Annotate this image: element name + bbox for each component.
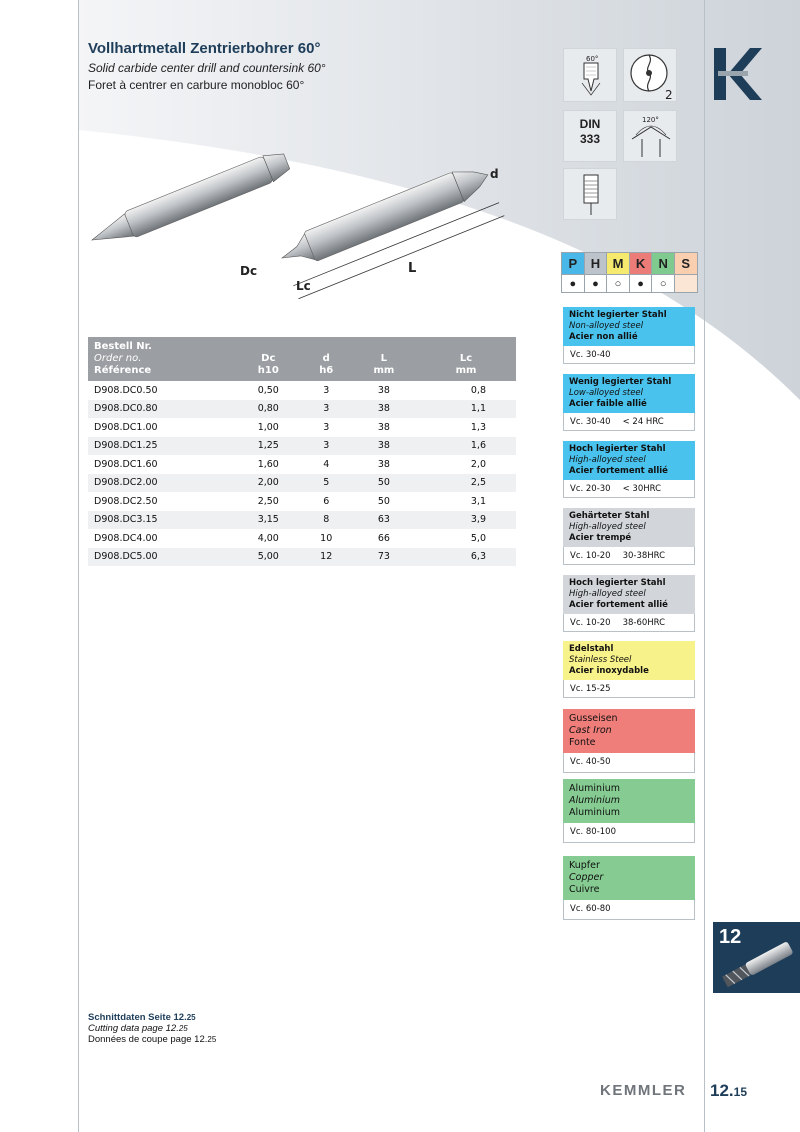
material-header [563, 779, 695, 823]
vc-value: Vc. 30-40 [570, 417, 611, 427]
order-no-cell: D908.DC4.00 [94, 532, 158, 544]
lc-cell: 1,6 [416, 437, 516, 456]
l-cell: 66 [377, 532, 390, 544]
vc-value: Vc. 60-80 [570, 904, 611, 914]
page-number-main: 12. [710, 1081, 734, 1100]
two-flute-icon [623, 48, 677, 102]
l-label: L [408, 261, 417, 276]
iso-k: K [629, 253, 652, 275]
table-row [88, 511, 516, 530]
kemmler-k-logo [714, 48, 762, 100]
cutting-speed [563, 480, 695, 498]
l-cell: 50 [352, 474, 416, 493]
hrc-value: < 30HRC [622, 484, 662, 494]
dc-cell: 4,00 [257, 532, 279, 544]
material-de: Nicht legierter Stahl [569, 310, 667, 320]
material-de: Hoch legierter Stahl [569, 578, 666, 588]
col-dc-label: Dc [261, 353, 276, 364]
l-cell: 73 [352, 548, 416, 567]
cutting-data-reference [88, 1012, 216, 1045]
dc-cell: 1,00 [257, 421, 279, 433]
iso-s: S [674, 253, 697, 275]
order-table [88, 337, 516, 566]
l-cell: 38 [352, 400, 416, 419]
suitability-p: ● [562, 275, 585, 293]
table-row [88, 400, 516, 419]
d-cell: 3 [323, 421, 330, 433]
countersink-120-icon [623, 110, 677, 162]
suitability-h: ● [584, 275, 607, 293]
order-no-cell: D908.DC3.15 [88, 511, 236, 530]
col-d [301, 337, 352, 381]
dc-label: Dc [240, 264, 258, 278]
material-header [563, 441, 695, 480]
chapter-number: 12 [719, 926, 742, 948]
cutting-fr[interactable] [88, 1034, 216, 1045]
lc-cell: 5,0 [470, 532, 486, 544]
col-lc [416, 337, 516, 381]
material-fr: Acier faible allié [569, 399, 647, 409]
dc-cell: 2,50 [257, 495, 279, 507]
material-header [563, 374, 695, 413]
material-en: Cast Iron [569, 725, 612, 736]
d-cell: 3 [301, 437, 352, 456]
order-no-cell: D908.DC2.00 [88, 474, 236, 493]
suitability-m: ○ [607, 275, 630, 293]
suitability-k: ● [629, 275, 652, 293]
material-en: Stainless Steel [569, 655, 632, 665]
hrc-value: 30-38HRC [622, 551, 666, 561]
material-fr: Acier fortement allié [569, 466, 668, 476]
material-card-lowalloyed [563, 374, 695, 431]
lc-cell: 3,9 [416, 511, 516, 530]
d-label: d [490, 167, 499, 181]
material-header [563, 856, 695, 900]
d-cell: 6 [323, 495, 330, 507]
col-dc-tolerance: h10 [257, 365, 279, 376]
page-number-sub: 15 [733, 1085, 747, 1099]
material-card-nonalloyed [563, 307, 695, 364]
cutting-de-page: 25 [186, 1013, 196, 1022]
l-cell: 38 [377, 421, 390, 433]
lc-cell: 3,1 [470, 495, 486, 507]
material-header [563, 575, 695, 614]
material-en: Aluminium [569, 795, 620, 806]
material-de: Gusseisen [569, 713, 618, 724]
left-margin-line [78, 0, 79, 1132]
table-header-row [88, 337, 516, 381]
cutting-en[interactable] [88, 1023, 216, 1034]
material-de: Edelstahl [569, 644, 614, 654]
material-fr: Acier fortement allié [569, 600, 668, 610]
material-en: Low-alloyed steel [569, 388, 644, 398]
hrc-value: < 24 HRC [622, 417, 664, 427]
chapter-tab[interactable] [713, 922, 800, 993]
iso-n: N [652, 253, 675, 275]
d-cell: 3 [301, 400, 352, 419]
dc-cell: 3,15 [236, 511, 301, 530]
cutting-fr-page: 25 [207, 1035, 217, 1044]
material-fr: Fonte [569, 737, 596, 748]
col-d-tolerance: h6 [319, 365, 334, 376]
order-no-cell: D908.DC1.60 [94, 458, 158, 470]
material-en: High-alloyed steel [569, 522, 646, 532]
material-fr: Acier trempé [569, 533, 632, 543]
vc-value: Vc. 40-50 [570, 757, 611, 767]
l-cell: 63 [352, 511, 416, 530]
end-mill-thumbnail-icon [713, 922, 800, 993]
col-dc [236, 337, 301, 381]
material-card-highalloyed-hard [563, 575, 695, 632]
material-en: Copper [569, 872, 604, 883]
l-cell: 38 [352, 437, 416, 456]
title-french: Foret à centrer en carbure monobloc 60° [88, 78, 305, 92]
l-cell: 38 [377, 458, 390, 470]
col-order-en: Order no. [94, 353, 142, 364]
suitability-s [674, 275, 697, 293]
flutes-count: 2 [665, 88, 673, 102]
brand-name: KEMMLER [600, 1082, 687, 1099]
table-row [88, 381, 516, 400]
angle-120-label: 120° [642, 116, 659, 124]
material-de: Hoch legierter Stahl [569, 444, 666, 454]
title-block [88, 40, 548, 92]
table-row [88, 529, 516, 548]
cutting-fr-text: Données de coupe page 12. [88, 1034, 208, 1045]
cutting-speed [563, 547, 695, 565]
shank-icon [563, 168, 617, 220]
col-d-label: d [322, 353, 330, 364]
iso-material-groups [561, 252, 698, 293]
dc-cell: 0,50 [257, 384, 279, 396]
material-fr: Cuivre [569, 884, 600, 895]
material-de: Gehärteter Stahl [569, 511, 650, 521]
title-german: Vollhartmetall Zentrierbohrer 60° [88, 40, 321, 57]
material-fr: Acier non allié [569, 332, 638, 342]
material-header [563, 307, 695, 346]
material-card-cast-iron [563, 709, 695, 773]
material-de: Wenig legierter Stahl [569, 377, 672, 387]
order-no-cell: D908.DC2.50 [94, 495, 158, 507]
material-de: Kupfer [569, 860, 600, 871]
material-card-stainless [563, 641, 695, 698]
material-en: High-alloyed steel [569, 589, 646, 599]
order-no-cell: D908.DC5.00 [88, 548, 236, 567]
material-fr: Acier inoxydable [569, 666, 649, 676]
material-card-copper [563, 856, 695, 920]
col-lc-label: Lc [459, 353, 473, 364]
dc-cell: 1,25 [236, 437, 301, 456]
page-number [710, 1081, 747, 1101]
iso-m: M [607, 253, 630, 275]
cutting-speed [563, 900, 695, 920]
col-l-label: L [380, 353, 388, 364]
table-row [88, 437, 516, 456]
material-fr: Aluminium [569, 807, 620, 818]
din-label: DIN [579, 117, 601, 131]
table-row [88, 418, 516, 437]
point-angle-60-icon [563, 48, 617, 102]
d-cell: 10 [320, 532, 333, 544]
cutting-speed [563, 753, 695, 773]
table-row [88, 492, 516, 511]
cutting-en-text: Cutting data page 12. [88, 1023, 179, 1034]
din-number: 333 [579, 132, 601, 146]
material-card-highalloyed [563, 441, 695, 498]
vc-value: Vc. 20-30 [570, 484, 611, 494]
d-cell: 3 [323, 384, 330, 396]
iso-h: H [584, 253, 607, 275]
material-en: Non-alloyed steel [569, 321, 644, 331]
hrc-value: 38-60HRC [622, 618, 666, 628]
vc-value: Vc. 10-20 [570, 551, 611, 561]
col-order-fr: Référence [94, 365, 152, 376]
cutting-de-text: Schnittdaten Seite 12. [88, 1012, 187, 1023]
lc-cell: 6,3 [416, 548, 516, 567]
cutting-en-page: 25 [178, 1024, 188, 1033]
material-card-hardened [563, 508, 695, 565]
lc-label: Lc [296, 279, 311, 293]
table-row [88, 474, 516, 493]
d-cell: 5 [301, 474, 352, 493]
material-header [563, 508, 695, 547]
cutting-speed [563, 413, 695, 431]
col-l-unit: mm [373, 365, 395, 376]
col-l [352, 337, 416, 381]
l-cell: 38 [377, 384, 390, 396]
dc-cell: 0,80 [236, 400, 301, 419]
din-333-icon [563, 110, 617, 162]
title-english: Solid carbide center drill and countersink 60° [88, 61, 326, 75]
order-no-cell: D908.DC1.25 [88, 437, 236, 456]
dc-cell: 2,00 [236, 474, 301, 493]
suitability-n: ○ [652, 275, 675, 293]
col-lc-unit: mm [455, 365, 477, 376]
vc-value: Vc. 15-25 [570, 684, 611, 694]
d-cell: 8 [301, 511, 352, 530]
col-order-de: Bestell Nr. [94, 341, 152, 352]
lc-cell: 2,0 [470, 458, 486, 470]
angle-60-label: 60° [586, 55, 599, 63]
order-no-cell: D908.DC0.50 [94, 384, 158, 396]
material-en: High-alloyed steel [569, 455, 646, 465]
table-row [88, 455, 516, 474]
lc-cell: 0,8 [470, 384, 486, 396]
iso-p: P [562, 253, 585, 275]
material-card-aluminium [563, 779, 695, 843]
order-no-cell: D908.DC1.00 [94, 421, 158, 433]
lc-cell: 1,1 [416, 400, 516, 419]
lc-cell: 2,5 [416, 474, 516, 493]
vc-value: Vc. 10-20 [570, 618, 611, 628]
col-order-no [88, 337, 236, 381]
cutting-speed [563, 680, 695, 698]
vc-value: Vc. 80-100 [570, 827, 616, 837]
dc-cell: 5,00 [236, 548, 301, 567]
vc-value: Vc. 30-40 [570, 350, 611, 360]
center-drill-illustration [82, 140, 522, 330]
cutting-speed [563, 346, 695, 364]
dc-cell: 1,60 [257, 458, 279, 470]
order-no-cell: D908.DC0.80 [88, 400, 236, 419]
material-header [563, 709, 695, 753]
d-cell: 12 [301, 548, 352, 567]
material-de: Aluminium [569, 783, 620, 794]
right-margin-line [704, 0, 705, 1132]
table-row [88, 548, 516, 567]
l-cell: 50 [377, 495, 390, 507]
cutting-de[interactable] [88, 1012, 216, 1023]
lc-cell: 1,3 [470, 421, 486, 433]
material-header [563, 641, 695, 680]
cutting-speed [563, 823, 695, 843]
cutting-speed [563, 614, 695, 632]
d-cell: 4 [323, 458, 330, 470]
